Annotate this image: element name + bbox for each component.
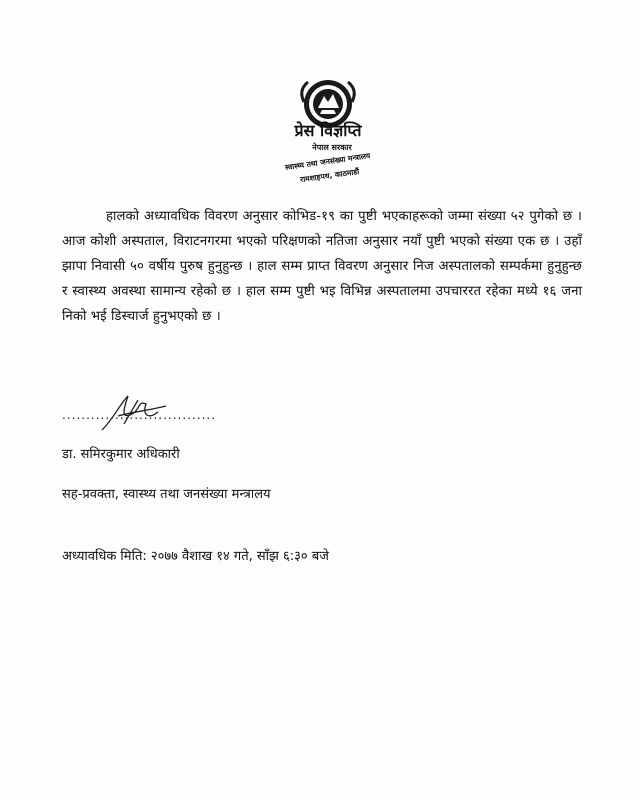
signer-title: सह-प्रवक्ता, स्वास्थ्य तथा जनसंख्या मन्त्रालय [62, 487, 271, 502]
seal-graphic [268, 76, 388, 196]
seal-line-ministry: स्वास्थ्य तथा जनसंख्या मन्त्रालय [284, 151, 371, 172]
signer-name: डा. समिरकुमार अधिकारी [62, 447, 180, 462]
ministry-seal [268, 76, 388, 196]
seal-title: प्रेस विज्ञप्ति [294, 121, 362, 140]
seal-line-address: रामशाहपथ, काठमाडौं [299, 166, 360, 185]
updated-date: अध्यावधिक मिति: २०७७ वैशाख १४ गते, साँझ ६:३० बजे [62, 549, 329, 564]
press-release-body: हालको अध्यावधिक विवरण अनुसार कोभिड-१९ का पुष्टी भएकाहरूको जम्मा संख्या ५२ पुगेको छ । आज कोशी अस्पताल, विराटनगरमा भएको परिक्षणको नतिजा अनुसार नयाँ पुष्टी भएको संख्या एक छ । उहाँ झापा निवासी ५० वर्षीय पुरुष हुनुहुन्छ । हाल सम्म प्राप्त विवरण अनुसार निज अस्पतालको सम्पर्कमा हुनुहुन्छ र स्वास्थ्य अवस्था सामान्य रहेको छ । हाल सम्म पुष्टी भइ विभिन्न अस्पतालमा उपचाररत रहेका मध्ये १६ जना निको भई डिस्चार्ज हुनुभएको छ । [62, 209, 582, 324]
signature-line: ................................ [62, 408, 217, 422]
seal-line-government: नेपाल सरकार [312, 143, 352, 152]
